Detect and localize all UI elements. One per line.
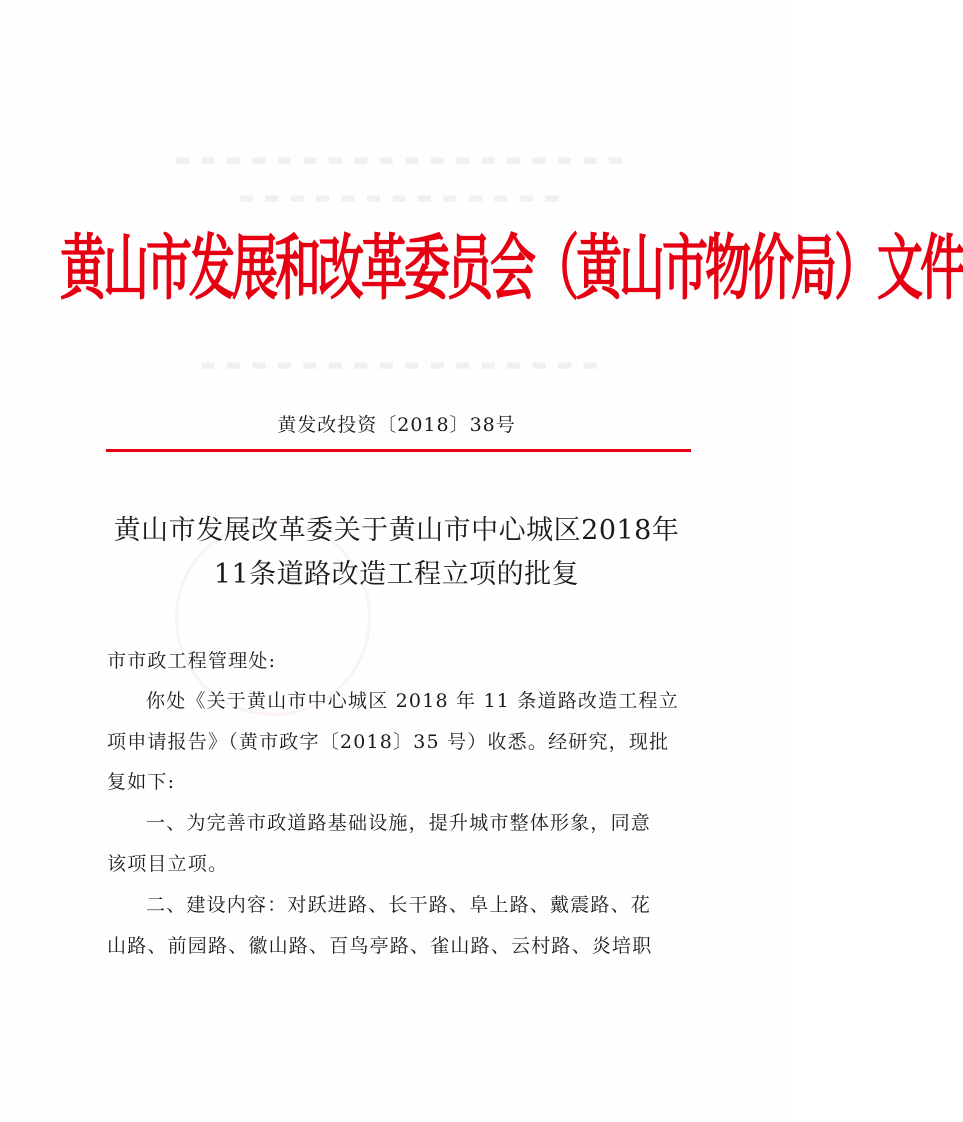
red-divider-line [106,449,691,452]
document-title-line-1: 黄山市发展改革委关于黄山市中心城区2018年 [113,515,680,546]
bleed-through-text: ▬ ▬ ▬ ▬ ▬ ▬ ▬ ▬ ▬ ▬ ▬ ▬ ▬ [238,188,562,208]
body-line: 一、为完善市政道路基础设施，提升城市整体形象，同意 [146,812,652,834]
addressee: 市市政工程管理处: [107,650,277,672]
body-line: 复如下: [107,771,176,793]
body-line: 项申请报告》（黄市政字〔2018〕35 号）收悉。经研究，现批 [107,731,670,753]
body-line: 该项目立项。 [107,853,229,875]
document-title-line-2: 11条道路改造工程立项的批复 [213,559,580,590]
body-line: 山路、前园路、徽山路、百鸟亭路、雀山路、云村路、炎培职 [107,935,653,957]
bleed-through-text: ▬ ▬ ▬ ▬ ▬ ▬ ▬ ▬ ▬ ▬ ▬ ▬ ▬ ▬ ▬ ▬ [199,355,601,375]
red-masthead: 黄山市发展和改革委员会（黄山市物价局）文件 [60,225,963,310]
body-line: 你处《关于黄山市中心城区 2018 年 11 条道路改造工程立 [146,690,679,712]
bleed-through-text: ▬ ▬ ▬ ▬ ▬ ▬ ▬ ▬ ▬ ▬ ▬ ▬ ▬ ▬ ▬ ▬ ▬ ▬ [174,150,626,170]
body-line: 二、建设内容：对跃进路、长干路、阜上路、戴震路、花 [146,894,652,916]
document-number: 黄发改投资〔2018〕38号 [277,414,516,436]
